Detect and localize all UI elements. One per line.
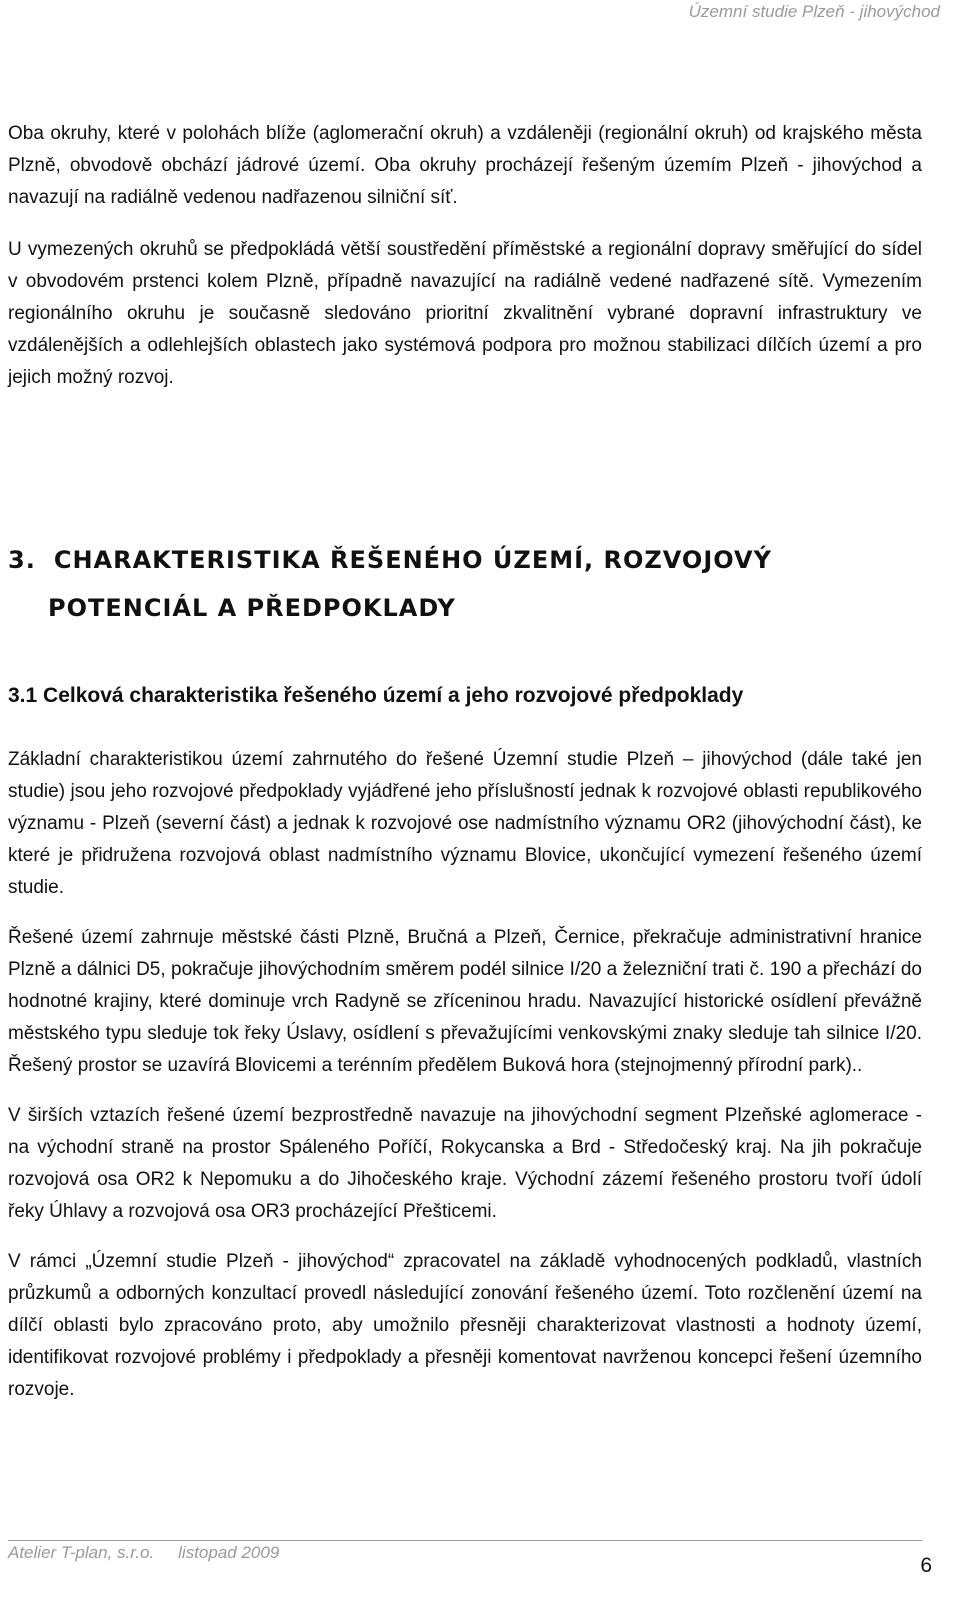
running-header: Územní studie Plzeň - jihovýchod	[688, 2, 940, 21]
body-paragraph: V širších vztazích řešené území bezprostředně navazuje na jihovýchodní segment Plzeňské aglomerace - na východní straně na prostor Spáleného Poříčí, Rokycanska a Brd - Středočeský kraj. Na jih pokračuje rozvojová osa OR2 k Nepomuku a do Jihočeského kraje. Východní zázemí řešeného prostoru tvoří údolí řeky Úhlavy a rozvojová osa OR3 procházející Přešticemi.	[8, 1105, 922, 1222]
footer-date: listopad 2009	[178, 1543, 280, 1562]
section-heading: 3.1 Celková charakteristika řešeného území a jeho rozvojové předpoklady	[8, 684, 744, 707]
intro-text	[8, 118, 922, 394]
body-paragraph: Základní charakteristikou území zahrnutého do řešené Územní studie Plzeň – jihovýchod (dále také jen studie) jsou jeho rozvojové předpoklady vyjádřené jeho příslušností jednak k rozvojové oblasti republikového významu - Plzeň (severní část) a jednak k rozvojové ose nadmístního významu OR2 (jihovýchodní část), ke které je přidružena rozvojová oblast nadmístního významu Blovice, ukončující vymezení řešeného území studie.	[8, 749, 922, 898]
intro-paragraph: U vymezených okruhů se předpokládá větší soustředění příměstské a regionální dopravy směřující do sídel v obvodovém prstenci kolem Plzně, případně navazující na radiálně vedené nadřazené sítě. Vymezením regionálního okruhu je současně sledováno prioritní zkvalitnění vybrané dopravní infrastruktury ve vzdálenějších a odlehlejších oblastech jako systémová podpora pro možnou stabilizaci dílčích území a pro jejich možný rozvoj.	[8, 239, 922, 388]
footer-company: Atelier T-plan, s.r.o.	[8, 1543, 155, 1562]
footer-divider	[8, 1540, 922, 1541]
body-text	[8, 744, 922, 1424]
chapter-number: 3.	[8, 546, 36, 574]
body-paragraph: V rámci „Územní studie Plzeň - jihovýchod“ zpracovatel na základě vyhodnocených podkladů, vlastních průzkumů a odborných konzultací provedl následující zonování řešeného území. Toto rozčlenění území na dílčí oblasti bylo zpracováno proto, aby umožnilo přesněji charakterizovat vlastnosti a hodnoty území, identifikovat rozvojové problémy i předpoklady a přesněji komentovat navrženou koncepci řešení územního rozvoje.	[8, 1251, 922, 1400]
footer	[8, 1543, 279, 1563]
chapter-heading	[8, 536, 922, 632]
chapter-title-line1: CHARAKTERISTIKA ŘEŠENÉHO ÚZEMÍ, ROZVOJOVÝ	[53, 546, 772, 574]
page-number: 6	[920, 1554, 932, 1577]
body-paragraph: Řešené území zahrnuje městské části Plzně, Bručná a Plzeň, Černice, překračuje administrativní hranice Plzně a dálnici D5, pokračuje jihovýchodním směrem podél silnice I/20 a železniční trati č. 190 a přechází do hodnotné krajiny, které dominuje vrch Radyně se zříceninou hradu. Navazující historické osídlení převážně městského typu sleduje tok řeky Úslavy, osídlení s převažujícími venkovskými znaky sleduje tah silnice I/20. Řešený prostor se uzavírá Blovicemi a terénním předělem Buková hora (stejnojmenný přírodní park)..	[8, 927, 922, 1076]
chapter-title-line2: POTENCIÁL A PŘEDPOKLADY	[48, 594, 456, 622]
intro-paragraph: Oba okruhy, které v polohách blíže (aglomerační okruh) a vzdáleněji (regionální okruh) od krajského města Plzně, obvodově obchází jádrové území. Oba okruhy procházejí řešeným územím Plzeň - jihovýchod a navazují na radiálně vedenou nadřazenou silniční síť.	[8, 123, 922, 208]
